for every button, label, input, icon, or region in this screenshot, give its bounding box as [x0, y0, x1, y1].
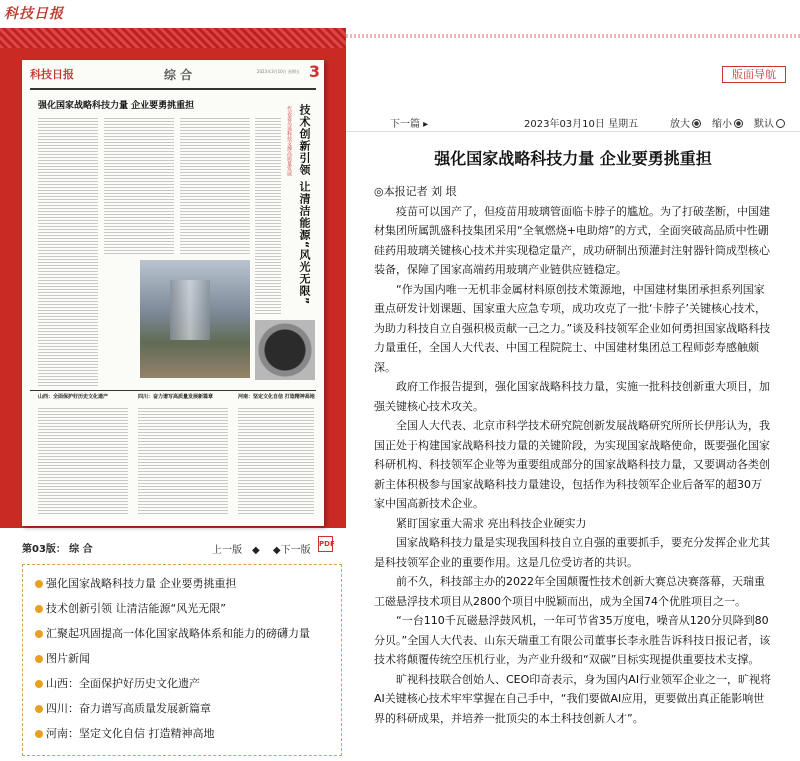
article-paragraph: 旷视科技联合创始人、CEO印奇表示，身为国内AI行业领军企业之一，旷视将AI关键核心技术牢牢掌握在自己手中，“我们要做AI应用，更要做出真正能影响世界的科研成果，并培养一批顶尖的本土科技创新人才”。: [374, 672, 772, 725]
list-item[interactable]: 技术创新引领 让清洁能源“风光无限”: [35, 600, 226, 616]
paper-subhead[interactable]: 河南：坚定文化自信 打造精神高地: [238, 394, 315, 400]
newspaper-page-preview[interactable]: [22, 60, 324, 526]
article-paragraph: “一台110千瓦磁悬浮鼓风机，一年可节省35万度电，噪音从120分贝降到80分贝。”全国人大代表、山东天瑞重工有限公司董事长李永胜告诉科技日报记者，该技术将颠覆传统空压机行业，为产业升级和“双碳”目标实现提供重要技术支撑。: [374, 614, 771, 666]
bullet-icon: [35, 705, 43, 713]
paper-date: 2023年3月10日 星期五: [256, 69, 300, 74]
paper-subhead[interactable]: 山西：全面保护好历史文化遗产: [38, 394, 109, 400]
edition-name: 综 合: [69, 544, 93, 555]
paper-headline[interactable]: 强化国家战略科技力量 企业要勇挑重担: [38, 101, 195, 111]
header-stripe-light: [346, 34, 800, 38]
paper-text-column: [180, 116, 250, 256]
list-item[interactable]: 河南：坚定文化自信 打造精神高地: [35, 725, 215, 741]
radio-icon: [776, 119, 785, 128]
article-paragraph: 全国人大代表、北京市科学技术研究院创新发展战略研究所所长伊彤认为，我国正处于构建国家战略科技力量的关键阶段，为实现国家战略使命，既要强化国家科研机构、科技领军企业等为重要组成部分的国家战略科技力量，又要调动各类创新主体积极参与国家战略科技力量建设，包括作为科技领军企业后备军的超30万家中国高新技术企业。: [374, 419, 770, 510]
next-article-link[interactable]: 下一篇 ▸: [390, 119, 429, 130]
paper-section-name: 综 合: [164, 68, 193, 82]
bullet-icon: [35, 730, 43, 738]
article-paragraph: “作为国内唯一无机非金属材料原创技术策源地，中国建材集团承担系列国家重点研发计划课题、国家重大应急专项，成功攻克了一批‘卡脖子’关键核心技术，为助力科技自立自强积极贡献一己之力。”谈及科技领军企业如何勇担国家战略科技力量重任，全国人大代表、中国工程院院士、中国建材集团总工程师彭寿感触颇深。: [374, 282, 771, 374]
radio-selected-icon: [692, 119, 701, 128]
list-item[interactable]: 四川：奋力谱写高质量发展新篇章: [35, 700, 211, 716]
paper-photo-bridge[interactable]: [140, 260, 250, 378]
prev-edition-link[interactable]: 上一版 ◆: [212, 545, 260, 556]
paper-logo: 科技日报: [30, 68, 74, 81]
header-stripe: [0, 28, 346, 48]
bullet-icon: [35, 655, 43, 663]
article-paragraph: 前不久，科技部主办的2022年全国颠覆性技术创新大赛总决赛落幕，天瑞重工磁悬浮技术项目从2800个项目中脱颖而出，成为全国74个优胜项目之一。: [374, 575, 765, 608]
article-title: 强化国家战略科技力量 企业要勇挑重担: [434, 149, 712, 168]
edition-pager: [212, 541, 331, 556]
paper-text-column: [138, 406, 228, 516]
site-logo[interactable]: 科技日报: [4, 6, 64, 22]
bullet-icon: [35, 680, 43, 688]
paper-text-column: [255, 116, 281, 316]
paper-subhead[interactable]: 四川：奋力谱写高质量发展新篇章: [138, 394, 214, 400]
bullet-icon: [35, 605, 43, 613]
article-toolbar: [346, 111, 800, 132]
paper-text-column: [104, 116, 174, 256]
list-item[interactable]: 山西：全面保护好历史文化遗产: [35, 675, 200, 691]
article-paragraph: 政府工作报告提到，强化国家战略科技力量，实施一批科技创新重大项目，加强关键核心技术攻关。: [374, 380, 770, 413]
paper-text-column: [38, 406, 128, 516]
next-edition-link[interactable]: ◆下一版: [272, 545, 311, 556]
paper-text-column: [38, 116, 98, 386]
edition-label: 第03版：: [22, 544, 66, 555]
article-paragraph: 疫苗可以国产了，但疫苗用玻璃管面临卡脖子的尴尬。为了打破垄断，中国建材集团所属凯盛科技集团采用“全氧燃烧+电助熔”的方式，全面突破高品质中性硼硅药用玻璃关键核心技术并实现稳定量产，成功研制出预灌封注射器针筒成型核心装备，保障了国家高端药用玻璃产业链供应链稳定。: [374, 204, 770, 276]
article-body: [374, 182, 772, 728]
bullet-icon: [35, 580, 43, 588]
article-list: [22, 564, 342, 756]
pdf-icon[interactable]: PDF: [318, 536, 333, 552]
paper-photo-tunnel[interactable]: [255, 320, 315, 380]
article-date: 2023年03月10日 星期五: [524, 119, 639, 130]
paper-text-column: [238, 406, 314, 516]
paper-vertical-headline[interactable]: 技术创新引领 让清洁能源“风光无限”: [298, 104, 311, 306]
radio-icon: [734, 119, 743, 128]
bullet-icon: [35, 630, 43, 638]
paper-vertical-kicker: 代表委员谈科技支撑高质量发展: [286, 106, 292, 176]
list-item[interactable]: 强化国家战略科技力量 企业要勇挑重担: [35, 575, 237, 591]
list-item[interactable]: 汇聚起巩固提高一体化国家战略体系和能力的磅礴力量: [35, 625, 310, 641]
zoom-out-option[interactable]: 缩小: [712, 115, 743, 130]
paper-page-number: 3: [308, 62, 320, 81]
layout-nav-button[interactable]: 版面导航: [722, 66, 786, 83]
default-size-option[interactable]: 默认: [754, 115, 785, 130]
article-byline: ◎本报记者 刘 垠: [374, 185, 457, 198]
article-paragraph: 国家战略科技力量是实现我国科技自立自强的重要抓手，要充分发挥企业尤其是科技领军企业的重要作用。这是几位受访者的共识。: [374, 536, 770, 569]
article-subheading: 紧盯国家重大需求 亮出科技企业硬实力: [396, 516, 587, 530]
zoom-in-option[interactable]: 放大: [670, 115, 701, 130]
list-item[interactable]: 图片新闻: [35, 650, 90, 666]
